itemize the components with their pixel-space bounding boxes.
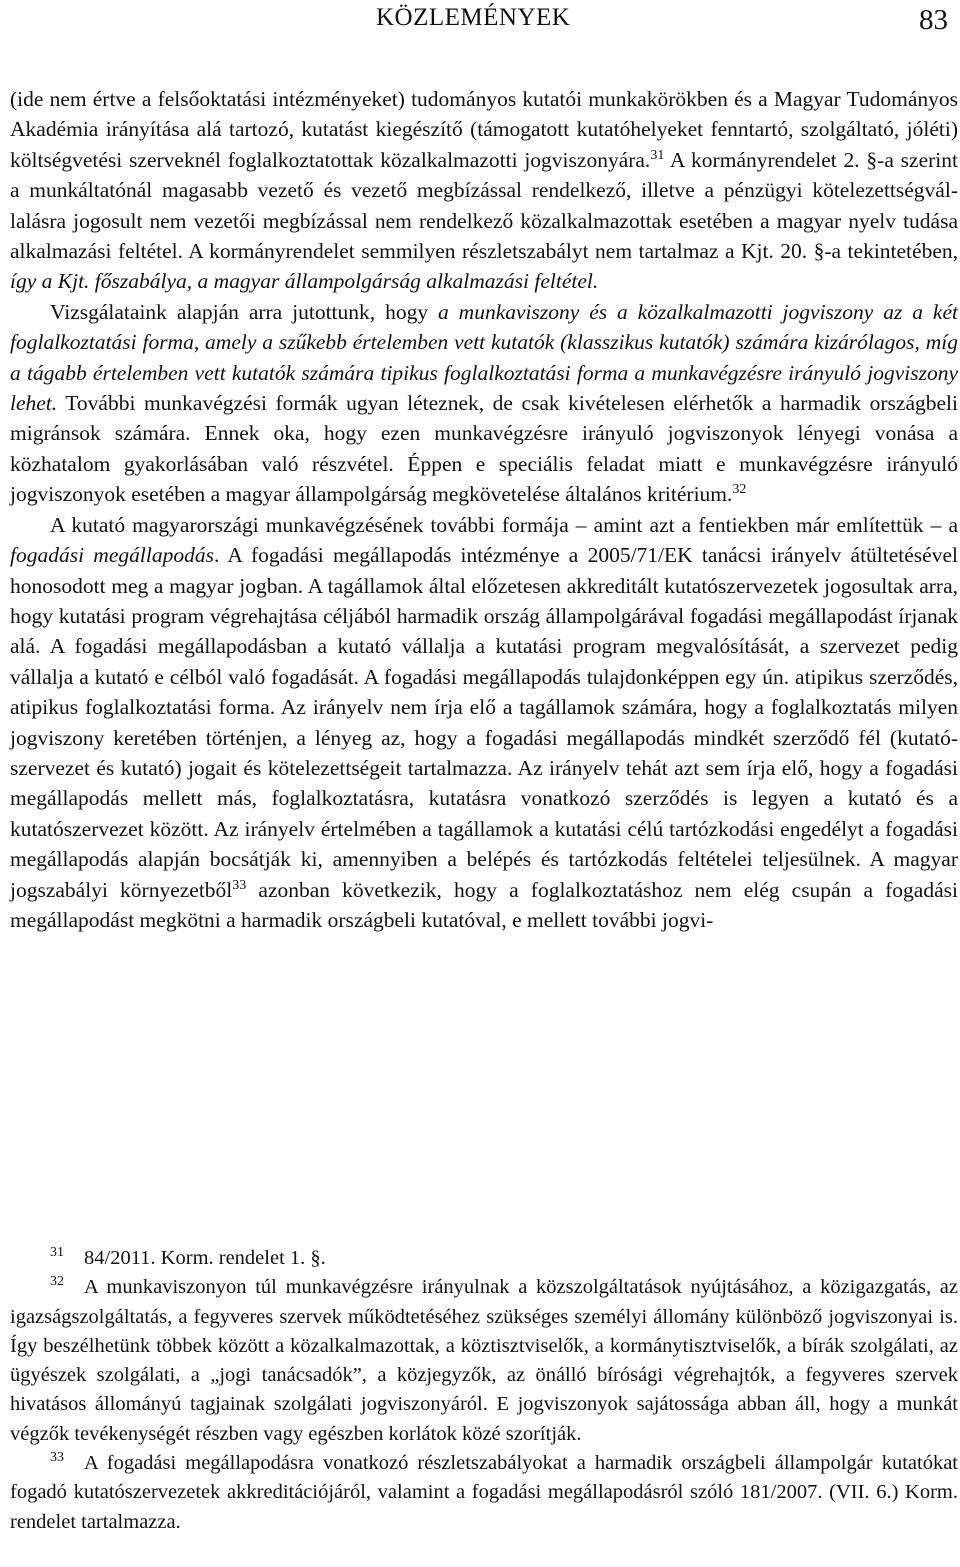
paragraph-3	[10, 510, 958, 936]
footnote-ref-33[interactable]: 33	[232, 877, 247, 893]
footnote-ref-32[interactable]: 32	[732, 482, 747, 498]
footnote-32-text: A munkaviszonyon túl munkavégzésre irányulnak a közszolgáltatások nyújtásához, a közigazgatás, az igazságszolgáltatás, a fegyveres szervek működtetéséhez szükséges személyi állomány különböző jogviszonyai is. Így beszélhetünk többek között a közalkalmazottak, a köztisztviselők, a kormánytisztviselők, a bírák szolgálati, az ügyészek szolgálati, a „jogi tanácsadók”, a közjegyzők, az önálló bírósági végrehajtók, a fegyveres szervek hivatásos állományú tagjainak szolgálati jogviszonyáról. E jogviszonyok sajátossága abban áll, hogy a munkát végzők tevékenységét részben vagy egészben korlátok közé szorítják.	[10, 1276, 958, 1445]
paragraph-1-text: (ide nem értve a felsőoktatási intézményeket) tudományos kutatói munkakörökben és a Magyar Tudományos Akadémia irányítása alá tartozó, kutatást kiegészítő (támogatott kutatóhelyeket fenntartó, szolgáltató, jóléti) költségvetési szerveknél foglalkoztatottak közalkalmazotti jogviszonyára.	[10, 87, 958, 172]
paragraph-3-text: A kutató magyarországi munkavégzésének további formája – amint azt a fentiekben már említettük – a	[50, 512, 958, 537]
footnote-31-text: 84/2011. Korm. rendelet 1. §.	[84, 1247, 326, 1269]
running-title: KÖZLEMÉNYEK	[376, 4, 571, 31]
footnote-number	[50, 1244, 84, 1273]
paragraph-2	[10, 297, 958, 510]
footnote-number-31: 31	[50, 1245, 64, 1261]
footnote-number	[50, 1449, 84, 1478]
paragraph-2-emphasis: a munkaviszony és a közalkalmazotti jogviszony az a két foglalkoztatási forma, amely a szűkebb értelemben vett kutatók (klasszikus kutatók) számára kizárólagos, míg a tágabb értelemben vett kutatók számára tipikus foglalkoztatási forma a munkavégzésre irányuló jogviszony lehet.	[10, 299, 958, 416]
main-text	[10, 84, 958, 935]
paragraph-2-text-2: További munkavégzési formák ugyan léteznek, de csak kivételesen elérhetők a harmadik országbeli migránsok számára. Ennek oka, hogy ezen munkavégzésre irányuló jogviszonyok lényegi vonása a közhatalom gyakorlásában való részvétel. Éppen e speciális feladat miatt e munkavégzésre irányuló jogviszonyok esetében a magyar állampolgárság megkövetelése általános kritérium.	[10, 391, 958, 507]
footnotes	[10, 1244, 958, 1537]
page-header	[0, 0, 960, 50]
footnote-31	[10, 1244, 958, 1273]
paragraph-2-text: Vizsgálataink alapján arra jutottunk, hogy	[50, 299, 438, 324]
paragraph-1	[10, 84, 958, 297]
footnote-number-33: 33	[50, 1450, 64, 1466]
page-number: 83	[919, 4, 948, 36]
footnote-33	[10, 1449, 958, 1537]
footnote-32	[10, 1273, 958, 1449]
footnote-number	[50, 1273, 84, 1302]
paragraph-3-text-2: . A fogadási megállapodás intézménye a 2005/71/EK tanácsi irányelv átültetésével honosodott meg a magyar jogban. A tagállamok által előzetesen akkreditált kutatószervezetek jogosultak arra, hogy kutatási program végrehajtása céljából harmadik ország állampolgárával fogadási megállapodást írjanak alá. A fogadási megállapodásban a kutató vállalja a kutatási program megvalósítását, a szervezet pedig vállalja a kutató e célból való fogadását. A fogadási megállapodás tulajdonképpen egy ún. atipikus szerződés, atipikus foglalkoztatási forma. Az irányelv nem írja elő a tagállamok számára, hogy a foglalkoztatás milyen jogviszony keretében történjen, a lényeg az, hogy a fogadási megállapodás mindkét szerződő fél (kutatószervezet és kutató) jogait és kötelezettségeit tartalmazza. Az irányelv tehát azt sem írja elő, hogy a fogadási megállapodás mellett más, foglalkoztatásra, kutatásra vonatkozó szerződés is legyen a kutató és a kutatószervezet között. Az irányelv értelmében a tagállamok a kutatási célú tartózkodási engedélyt a fogadási megállapodás alapján bocsátják ki, amennyiben a belépés és tartózkodás feltételei teljesülnek. A magyar jogszabályi környezetből	[10, 543, 958, 902]
paragraph-1-emphasis: így a Kjt. főszabálya, a magyar állampolgárság alkalmazási feltétel.	[10, 269, 599, 294]
footnote-ref-31[interactable]: 31	[650, 147, 665, 163]
paragraph-3-emphasis: fogadási megállapodás	[10, 543, 214, 568]
footnote-33-text: A fogadási megállapodásra vonatkozó részletszabályokat a harmadik országbeli állampolgár kutatókat fogadó kutatószervezetek akkreditációjáról, valamint a fogadási megállapodásról szóló 181/2007. (VII. 6.) Korm. rendelet tartalmazza.	[10, 1452, 958, 1533]
footnote-number-32: 32	[50, 1274, 64, 1290]
paragraph-3-text-3: azonban következik, hogy a foglalkoztatáshoz nem elég csupán a fogadási megállapodást megkötni a harmadik országbeli kutatóval, e mellett további jogvi-	[10, 877, 958, 932]
paragraph-1-text-2: A kormányrendelet 2. §-a szerint a munkáltatónál magasabb vezető és vezető megbízással rendelkező, illetve a pénzügyi kötelezettségvállalásra jogosult nem vezetői megbízással nem rendelkező közalkalmazottak esetében a magyar nyelv tudása alkalmazási feltétel. A kormányrendelet semmilyen részletszabályt nem tartalmaz a Kjt. 20. §-a tekintetében,	[10, 147, 958, 264]
